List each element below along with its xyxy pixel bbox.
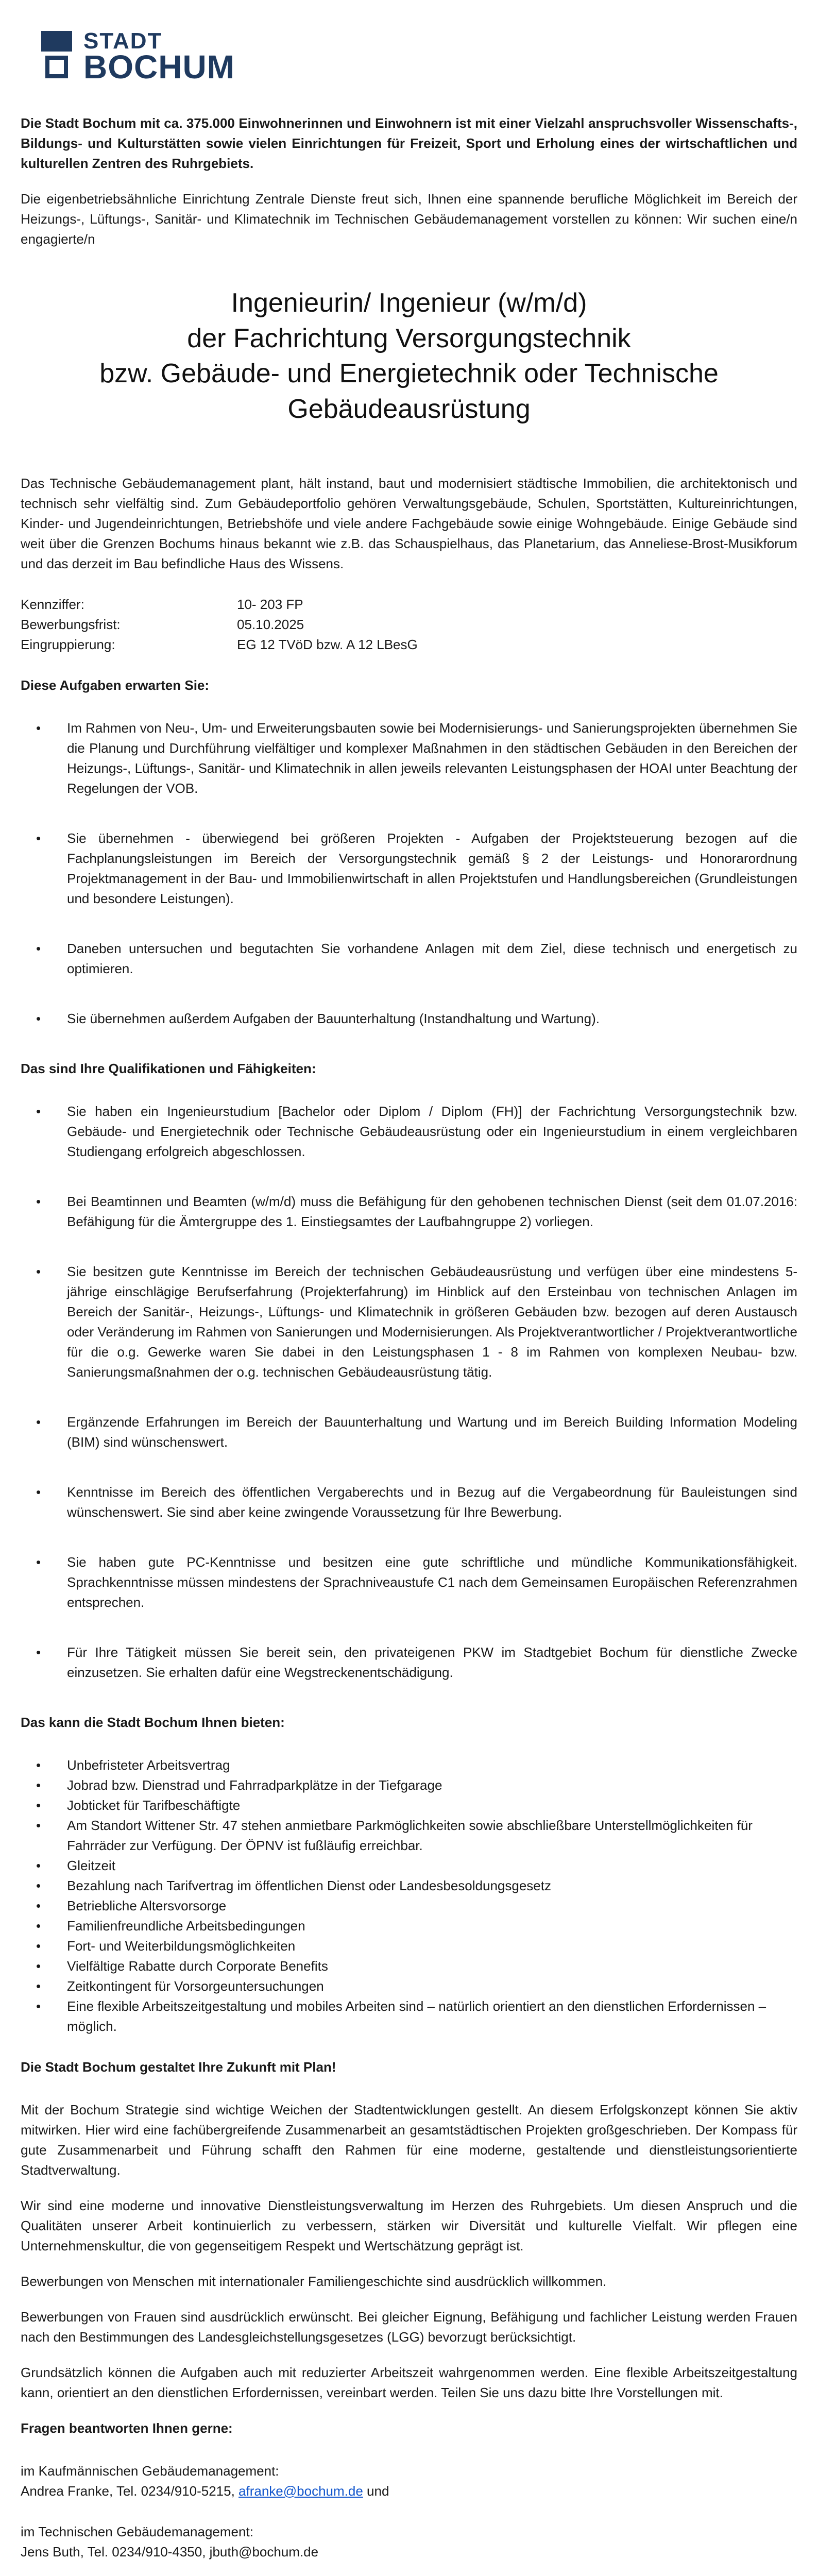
contact-technical-text: Jens Buth, Tel. 0234/910-4350, jbuth@bochum.de: [21, 2544, 319, 2560]
list-item: • Vielfältige Rabatte durch Corporate Benefits: [21, 1956, 797, 1976]
list-item: • Sie haben gute PC-Kenntnisse und besitzen eine gute schriftliche und mündliche Kommunikationsfähigkeit. Sprachkenntnisse müssen mindestens der Sprachniveaustufe C1 nach dem Gemeinsamen Europäischen Referenzrahmen entsprechen.: [21, 1552, 797, 1613]
tasks-heading: Diese Aufgaben erwarten Sie:: [21, 677, 210, 693]
list-item: • Familienfreundliche Arbeitsbedingungen: [21, 1916, 797, 1936]
list-item: • Am Standort Wittener Str. 47 stehen anmietbare Parkmöglichkeiten sowie abschließbare Unterstellmöglichkeiten für Fahrräder zur Verfügung. Der ÖPNV ist fußläufig erreichbar.: [21, 1816, 797, 1856]
list-item: • Jobticket für Tarifbeschäftigte: [21, 1795, 797, 1816]
list-item: • Betriebliche Altersvorsorge: [21, 1896, 797, 1916]
qualifications-heading: Das sind Ihre Qualifikationen und Fähigkeiten:: [21, 1060, 316, 1076]
fact-label: Bewerbungsfrist:: [21, 616, 121, 632]
job-title-line-4: Gebäudeausrüstung: [287, 394, 531, 424]
fact-value: 05.10.2025: [237, 616, 304, 632]
email-link-afranke[interactable]: afranke@bochum.de: [238, 2483, 363, 2499]
fact-value: EG 12 TVöD bzw. A 12 LBesG: [237, 636, 418, 652]
future-paragraph: Grundsätzlich können die Aufgaben auch mit reduzierter Arbeitszeit wahrgenommen werden. Eine flexible Arbeitszeitgestaltung kann, orientiert an den dienstlichen Erfordernissen, vereinbart werden. Teilen Sie uns dazu bitte Ihre Vorstellungen mit.: [21, 2364, 797, 2400]
job-title-line-2: der Fachrichtung Versorgungstechnik: [187, 323, 631, 353]
offers-list: [21, 1755, 797, 2037]
job-title-line-1: Ingenieurin/ Ingenieur (w/m/d): [231, 288, 587, 318]
tasks-list: [21, 718, 797, 1029]
fact-label: Eingruppierung:: [21, 636, 115, 652]
future-heading: Die Stadt Bochum gestaltet Ihre Zukunft mit Plan!: [21, 2059, 336, 2075]
list-item: • Sie besitzen gute Kenntnisse im Bereich der technischen Gebäudeausrüstung und verfügen über eine mindestens 5-jährige einschlägige Berufserfahrung (Projekterfahrung) im Hinblick auf den Ersteinbau von technischen Anlagen im Bereich der Sanitär-, Heizungs-, Lüftungs- und Klimatechnik in größeren Gebäuden bzw. bezogen auf deren Austausch oder Veränderung im Rahmen von Sanierungen und Modernisierungen. Als Projektverantwortlicher / Projektverantwortliche für die o.g. Gewerke waren Sie dabei in den Leistungsphasen 1 - 8 im Rahmen von komplexen Neubau- bzw. Sanierungsmaßnahmen der o.g. technischen Gebäudeausrüstung tätig.: [21, 1262, 797, 1382]
fact-row: [21, 615, 797, 635]
contact-technical: [21, 2522, 797, 2562]
list-item: • Unbefristeter Arbeitsvertrag: [21, 1755, 797, 1775]
list-item: • Bei Beamtinnen und Beamten (w/m/d) muss die Befähigung für den gehobenen technischen Dienst (seit dem 01.07.2016: Befähigung für die Ämtergruppe des 1. Einstiegsamtes der Laufbahngruppe 2) vorliegen.: [21, 1192, 797, 1232]
list-item: • Zeitkontingent für Vorsorgeuntersuchungen: [21, 1976, 797, 1996]
job-title-line-3: bzw. Gebäude- und Energietechnik oder Technische: [99, 359, 719, 389]
future-paragraph: Bewerbungen von Menschen mit internationaler Familiengeschichte sind ausdrücklich willkommen.: [21, 2273, 607, 2289]
future-paragraph: Mit der Bochum Strategie sind wichtige Weichen der Stadtentwicklungen gestellt. An diesem Erfolgskonzept können Sie aktiv mitwirken. Hier wird eine fachübergreifende Zusammenarbeit an gesamtstädtischen Projekten großgeschrieben. Der Kompass für gute Zusammenarbeit und Führung schafft den Rahmen für eine moderne, gestaltende und dienstleistungsorientierte Stadtverwaltung.: [21, 2102, 797, 2178]
logo-line-2: BOCHUM: [83, 48, 235, 86]
job-title: [21, 285, 797, 427]
list-item: • Sie übernehmen - überwiegend bei größeren Projekten - Aufgaben der Projektsteuerung bezogen auf die Fachplanungsleistungen im Bereich der Versorgungstechnik gemäß § 2 der Leistungs- und Honorarordnung Projektmanagement in der Bau- und Immobilienwirtschaft in allen Projektstufen und Handlungsbereichen (Grundleistungen und besondere Leistungen).: [21, 828, 797, 909]
future-paragraph: Bewerbungen von Frauen sind ausdrücklich erwünscht. Bei gleicher Eignung, Befähigung und fachlicher Leistung werden Frauen nach den Bestimmungen des Landesgleichstellungsgesetzes (LGG) bevorzugt berücksichtigt.: [21, 2309, 797, 2345]
stadt-bochum-logo: [41, 28, 235, 86]
department-description: Das Technische Gebäudemanagement plant, hält instand, baut und modernisiert städtische Immobilien, die architektonisch und technisch sehr vielfältig sind. Zum Gebäudeportfolio gehören Verwaltungsgebäude, Schulen, Sportstätten, Kultureinrichtungen, Kinder- und Jugendeinrichtungen, Betriebshöfe und viele andere Fachgebäude sowie einige Wohngebäude. Einige Gebäude sind weit über die Grenzen Bochums hinaus bekannt wie z.B. das Schauspielhaus, das Planetarium, das Anneliese-Brost-Musikforum und das derzeit im Bau befindliche Haus des Wissens.: [21, 475, 797, 571]
list-item: • Gleitzeit: [21, 1856, 797, 1876]
city-crest-icon: [41, 31, 72, 82]
header: [21, 0, 797, 113]
fact-row: [21, 595, 797, 615]
contact-commercial-text: Andrea Franke, Tel. 0234/910-5215,: [21, 2483, 235, 2499]
list-item: • Sie haben ein Ingenieurstudium [Bachelor oder Diplom / Diplom (FH)] der Fachrichtung Versorgungstechnik bzw. Gebäude- und Energietechnik oder Technische Gebäudeausrüstung oder ein Ingenieurstudium in einem vergleichbaren Studiengang erfolgreich abgeschlossen.: [21, 1101, 797, 1162]
list-item: • Für Ihre Tätigkeit müssen Sie bereit sein, den privateigenen PKW im Stadtgebiet Bochum für dienstliche Zwecke einzusetzen. Sie erhalten dafür eine Wegstreckenentschädigung.: [21, 1642, 797, 1683]
intro-text: Die eigenbetriebsähnliche Einrichtung Zentrale Dienste freut sich, Ihnen eine spannende berufliche Möglichkeit im Bereich der Heizungs-, Lüftungs-, Sanitär- und Klimatechnik im Technischen Gebäudemanagement vorstellen zu können: Wir suchen eine/n engagierte/n: [21, 191, 797, 247]
list-item: • Daneben untersuchen und begutachten Sie vorhandene Anlagen mit dem Ziel, diese technisch und energetisch zu optimieren.: [21, 939, 797, 979]
qualifications-list: [21, 1101, 797, 1683]
list-item: • Eine flexible Arbeitszeitgestaltung und mobiles Arbeiten sind – natürlich orientiert an den dienstlichen Erfordernissen – möglich.: [21, 1996, 797, 2037]
contact-technical-label: im Technischen Gebäudemanagement:: [21, 2523, 253, 2539]
list-item: • Ergänzende Erfahrungen im Bereich der Bauunterhaltung und Wartung und im Bereich Building Information Modeling (BIM) sind wünschenswert.: [21, 1412, 797, 1452]
offers-heading: Das kann die Stadt Bochum Ihnen bieten:: [21, 1714, 285, 1730]
list-item: • Im Rahmen von Neu-, Um- und Erweiterungsbauten sowie bei Modernisierungs- und Sanierungsprojekten übernehmen Sie die Planung und Durchführung vielfältiger und komplexer Maßnahmen in den städtischen Gebäuden in den Bereichen der Heizungs-, Lüftungs-, Sanitär- und Klimatechnik in allen jeweils relevanten Leistungsphasen der HOAI unter Beachtung der Regelungen der VOB.: [21, 718, 797, 799]
contact-und: und: [367, 2483, 389, 2499]
fact-value: 10- 203 FP: [237, 596, 303, 612]
list-item: • Fort- und Weiterbildungsmöglichkeiten: [21, 1936, 797, 1956]
future-paragraph: Wir sind eine moderne und innovative Dienstleistungsverwaltung im Herzen des Ruhrgebiets. Um diesen Anspruch und die Qualitäten unserer Arbeit kontinuierlich zu verbessern, stärken wir Diversität und kulturelle Vielfalt. Wir pflegen eine Unternehmenskultur, die von gegenseitigem Respekt und Wertschätzung geprägt ist.: [21, 2197, 797, 2253]
list-item: • Sie übernehmen außerdem Aufgaben der Bauunterhaltung (Instandhaltung und Wartung).: [21, 1009, 797, 1029]
job-facts: [21, 595, 797, 655]
list-item: • Kenntnisse im Bereich des öffentlichen Vergaberechts und in Bezug auf die Vergabeordnung für Bauleistungen sind wünschenswert. Sie sind aber keine zwingende Voraussetzung für Ihre Bewerbung.: [21, 1482, 797, 1522]
contact-commercial-label: im Kaufmännischen Gebäudemanagement:: [21, 2463, 279, 2479]
intro-bold: Die Stadt Bochum mit ca. 375.000 Einwohnerinnen und Einwohnern ist mit einer Vielzahl anspruchsvoller Wissenschafts-, Bildungs- und Kulturstätten sowie vielen Einrichtungen für Freizeit, Sport und Erholung eines der wirtschaftlichen und kulturellen Zentren des Ruhrgebiets.: [21, 115, 797, 171]
contact-commercial: [21, 2461, 797, 2501]
questions-heading: Fragen beantworten Ihnen gerne:: [21, 2420, 233, 2436]
list-item: • Bezahlung nach Tarifvertrag im öffentlichen Dienst oder Landesbesoldungsgesetz: [21, 1876, 797, 1896]
list-item: • Jobrad bzw. Dienstrad und Fahrradparkplätze in der Tiefgarage: [21, 1775, 797, 1795]
fact-label: Kennziffer:: [21, 596, 84, 612]
logo-line-1: STADT: [83, 28, 163, 54]
fact-row: [21, 635, 797, 655]
